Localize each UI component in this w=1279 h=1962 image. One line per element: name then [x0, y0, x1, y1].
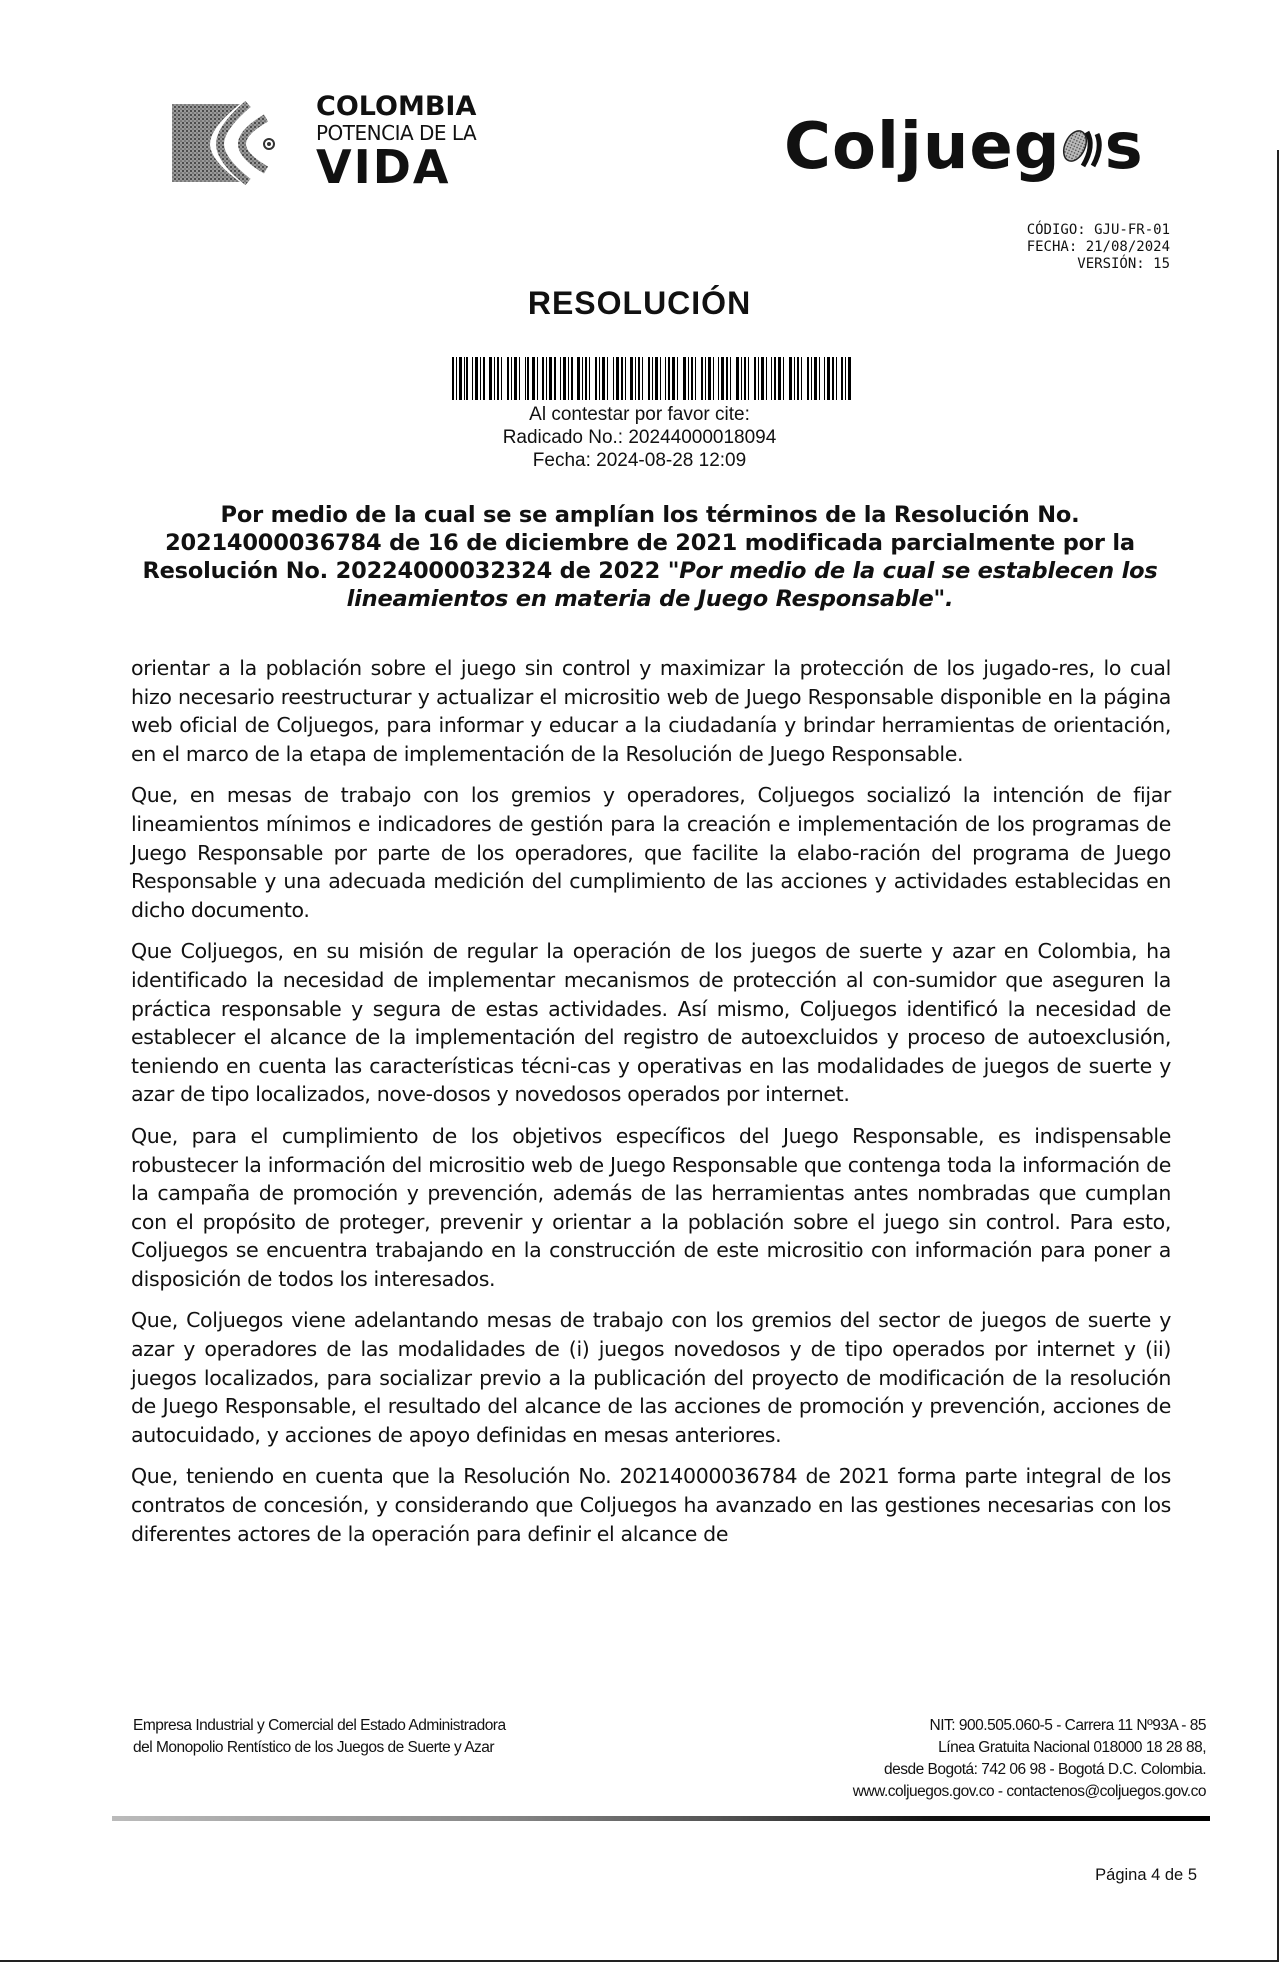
radicado-block: [0, 403, 1279, 472]
coljuegos-logo-suffix: s: [1104, 110, 1144, 184]
body-paragraph: Que, para el cumplimiento de los objetivos específicos del Juego Responsable, es indispensable robustecer la información del micrositio web de Juego Responsable que contenga toda la información de la campaña de promoción y prevención, además de las herramientas antes nombradas que cumplan con el propósito de proteger, prevenir y orientar a la población sobre el juego sin control. Para esto, Coljuegos se encuentra trabajando en la construcción de este micrositio con información para poner a disposición de todos los interesados.: [131, 1123, 1171, 1291]
fecha-text: FECHA: 21/08/2024: [1026, 239, 1170, 255]
colombia-potencia-de-la-vida-logo: [170, 91, 530, 194]
body-paragraph: Que Coljuegos, en su misión de regular la operación de los juegos de suerte y azar en Colombia, ha identificado la necesidad de implementar mecanismos de protección al con-sumidor que aseguren la práctica responsable y segura de estas actividades. Así mismo, Coljuegos identificó la necesidad de establecer el alcance de la implementación del registro de autoexcluidos y proceso de autoexclusión, teniendo en cuenta las características técni-cas y operativas en las modalidades de juegos de suerte y azar de tipo localizados, nove-dosos y novedosos operados por internet.: [131, 939, 1171, 1107]
document-body: [131, 654, 1171, 1561]
body-paragraph: Que, en mesas de trabajo con los gremios y operadores, Coljuegos socializó la intención de fijar lineamientos mínimos e indicadores de gestión para la creación e implementación de los programas de Juego Responsable por parte de los operadores, que facilite la elabo-ración del programa de Juego Responsable y una adecuada medición del cumplimiento de las acciones y actividades establecidas en dicho documento.: [131, 783, 1171, 922]
footer-divider: [112, 1816, 1210, 1821]
body-paragraph: orientar a la población sobre el juego sin control y maximizar la protección de los jugado-res, lo cual hizo necesario reestructurar y actualizar el micrositio web de Juego Responsable disponible en la página web oficial de Coljuegos, para informar y educar a la ciudadanía y brindar herramientas de orientación, en el marco de la etapa de implementación de la Resolución de Juego Responsable.: [131, 656, 1171, 766]
codigo-text: CÓDIGO: GJU-FR-01: [1026, 222, 1170, 238]
radicado-number: Radicado No.: 20244000018094: [502, 427, 777, 448]
coljuegos-swirl-icon: [1061, 124, 1105, 170]
version-text: VERSIÓN: 15: [1077, 256, 1170, 272]
body-paragraph: Que, Coljuegos viene adelantando mesas de trabajo con los gremios del sector de juegos de suerte y azar y operadores de las modalidades de (i) juegos novedosos y de tipo operados por internet y (ii) juegos localizados, para socializar previo a la publicación del proyecto de modificación de la resolución de Juego Responsable, el resultado del alcance de las acciones de promoción y prevención, acciones de autocuidado, y acciones de apoyo definidas en mesas anteriores.: [131, 1308, 1171, 1447]
body-paragraph: Que, teniendo en cuenta que la Resolución No. 20214000036784 de 2021 forma parte integral de los contratos de concesión, y considerando que Coljuegos ha avanzado en las gestiones necesarias con los diferentes actores de la operación para definir el alcance de: [131, 1464, 1171, 1546]
document-control-info: [1027, 222, 1170, 273]
logo-line-potencia: POTENCIA DE LA: [316, 121, 477, 145]
page-number: Página 4 de 5: [1095, 1866, 1197, 1884]
cite-label: Al contestar por favor cite:: [529, 404, 750, 425]
radicado-date: Fecha: 2024-08-28 12:09: [532, 450, 747, 471]
coljuegos-logo: [784, 112, 1144, 182]
footer-left-line: Empresa Industrial y Comercial del Estado Administradora: [133, 1717, 506, 1734]
logo-line-colombia: COLOMBIA: [316, 91, 477, 122]
logo-line-vida: VIDA: [316, 140, 451, 194]
footer-entity-info: [133, 1715, 506, 1759]
footer-contact-info: [853, 1715, 1206, 1803]
document-type-heading: RESOLUCIÓN: [527, 285, 752, 321]
resolution-title: [130, 501, 1170, 613]
colombia-emblem-icon: [170, 98, 280, 186]
title-italic-quote: "Por medio de la cual se establecen los lineamientos en materia de Juego Responsable".: [346, 558, 1158, 612]
footer-bogota-phone: desde Bogotá: 742 06 98 - Bogotá D.C. Colombia.: [883, 1761, 1206, 1778]
coljuegos-logo-prefix: Coljueg: [784, 110, 1061, 184]
footer-web-email: www.coljuegos.gov.co - contactenos@coljuegos.gov.co: [852, 1783, 1206, 1800]
footer-nit-address: NIT: 900.505.060-5 - Carrera 11 Nº93A - 85: [929, 1717, 1206, 1734]
footer-phone-line: Línea Gratuita Nacional 018000 18 28 88,: [938, 1739, 1206, 1756]
title-plain: Por medio de la cual se se amplían los términos de la Resolución No. 20214000036784 de 16 de diciembre de 2021 modificada parcialmente por la Resolución No. 20224000032324 de 2022: [142, 502, 1135, 584]
barcode-icon: [452, 357, 852, 400]
footer-left-line: del Monopolio Rentístico de los Juegos de Suerte y Azar: [133, 1739, 495, 1756]
